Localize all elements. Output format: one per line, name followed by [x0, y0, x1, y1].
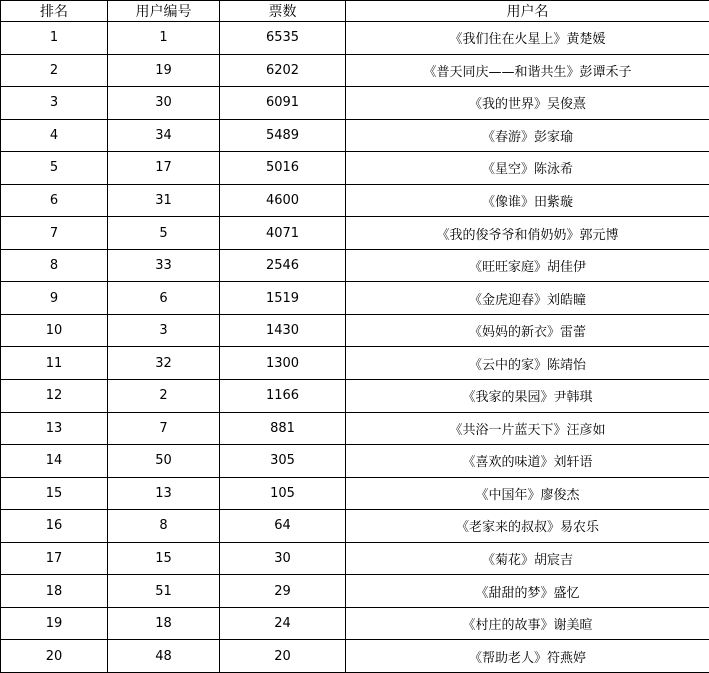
cell-username: 《我们住在火星上》黄楚媛	[346, 22, 709, 55]
cell-username: 《旺旺家庭》胡佳伊	[346, 249, 709, 282]
cell-user-id: 7	[108, 412, 220, 445]
cell-user-id: 50	[108, 445, 220, 478]
cell-rank: 13	[1, 412, 108, 445]
cell-votes: 1166	[220, 380, 346, 413]
cell-username: 《帮助老人》符燕婷	[346, 640, 709, 673]
table-row	[1, 445, 709, 478]
cell-rank: 2	[1, 54, 108, 87]
cell-username: 《中国年》廖俊杰	[346, 477, 709, 510]
cell-username: 《村庄的故事》谢美暄	[346, 607, 709, 640]
table-row	[1, 152, 709, 185]
table-row	[1, 87, 709, 120]
cell-user-id: 32	[108, 347, 220, 380]
cell-votes: 5489	[220, 119, 346, 152]
cell-votes: 20	[220, 640, 346, 673]
cell-user-id: 34	[108, 119, 220, 152]
cell-votes: 64	[220, 510, 346, 543]
cell-username: 《我家的果园》尹韩琪	[346, 380, 709, 413]
table-row	[1, 477, 709, 510]
cell-rank: 16	[1, 510, 108, 543]
cell-votes: 4600	[220, 184, 346, 217]
cell-rank: 9	[1, 282, 108, 315]
table-row	[1, 510, 709, 543]
cell-votes: 6091	[220, 87, 346, 120]
cell-username: 《我的世界》吴俊熹	[346, 87, 709, 120]
cell-user-id: 1	[108, 22, 220, 55]
header-row	[1, 1, 709, 22]
cell-user-id: 5	[108, 217, 220, 250]
table-row	[1, 249, 709, 282]
cell-rank: 17	[1, 542, 108, 575]
header-user-id: 用户编号	[108, 1, 220, 22]
cell-rank: 12	[1, 380, 108, 413]
cell-user-id: 18	[108, 607, 220, 640]
cell-username: 《星空》陈泳希	[346, 152, 709, 185]
cell-username: 《老家来的叔叔》易农乐	[346, 510, 709, 543]
table-row	[1, 380, 709, 413]
cell-votes: 2546	[220, 249, 346, 282]
table-row	[1, 640, 709, 673]
cell-username: 《喜欢的味道》刘轩语	[346, 445, 709, 478]
cell-username: 《妈妈的新衣》雷蕾	[346, 314, 709, 347]
cell-votes: 6202	[220, 54, 346, 87]
cell-username: 《普天同庆——和谐共生》彭谭禾子	[346, 54, 709, 87]
cell-votes: 5016	[220, 152, 346, 185]
cell-rank: 10	[1, 314, 108, 347]
cell-username: 《菊花》胡宸吉	[346, 542, 709, 575]
cell-rank: 4	[1, 119, 108, 152]
header-votes: 票数	[220, 1, 346, 22]
cell-username: 《春游》彭家瑜	[346, 119, 709, 152]
cell-rank: 15	[1, 477, 108, 510]
cell-user-id: 17	[108, 152, 220, 185]
cell-votes: 305	[220, 445, 346, 478]
table-header	[1, 1, 709, 22]
header-rank: 排名	[1, 1, 108, 22]
table-row	[1, 217, 709, 250]
cell-votes: 30	[220, 542, 346, 575]
cell-username: 《金虎迎春》刘皓瞳	[346, 282, 709, 315]
header-username: 用户名	[346, 1, 709, 22]
cell-votes: 105	[220, 477, 346, 510]
cell-votes: 6535	[220, 22, 346, 55]
table-row	[1, 575, 709, 608]
table-row	[1, 119, 709, 152]
cell-user-id: 51	[108, 575, 220, 608]
cell-rank: 6	[1, 184, 108, 217]
table-row	[1, 282, 709, 315]
cell-votes: 1519	[220, 282, 346, 315]
cell-user-id: 19	[108, 54, 220, 87]
cell-rank: 3	[1, 87, 108, 120]
cell-votes: 24	[220, 607, 346, 640]
cell-username: 《云中的家》陈靖怡	[346, 347, 709, 380]
cell-username: 《甜甜的梦》盛忆	[346, 575, 709, 608]
cell-user-id: 6	[108, 282, 220, 315]
cell-rank: 1	[1, 22, 108, 55]
cell-user-id: 33	[108, 249, 220, 282]
cell-user-id: 8	[108, 510, 220, 543]
cell-user-id: 48	[108, 640, 220, 673]
table-row	[1, 412, 709, 445]
cell-username: 《共浴一片蓝天下》汪彦如	[346, 412, 709, 445]
table-row	[1, 607, 709, 640]
cell-votes: 29	[220, 575, 346, 608]
cell-rank: 20	[1, 640, 108, 673]
cell-votes: 4071	[220, 217, 346, 250]
cell-username: 《像谁》田紫璇	[346, 184, 709, 217]
cell-votes: 1300	[220, 347, 346, 380]
cell-votes: 1430	[220, 314, 346, 347]
cell-username: 《我的俊爷爷和俏奶奶》郭元博	[346, 217, 709, 250]
cell-votes: 881	[220, 412, 346, 445]
table-row	[1, 22, 709, 55]
cell-user-id: 3	[108, 314, 220, 347]
cell-user-id: 2	[108, 380, 220, 413]
table-row	[1, 54, 709, 87]
table-body	[1, 22, 709, 673]
cell-rank: 18	[1, 575, 108, 608]
cell-user-id: 13	[108, 477, 220, 510]
cell-rank: 19	[1, 607, 108, 640]
cell-rank: 14	[1, 445, 108, 478]
cell-rank: 7	[1, 217, 108, 250]
table-row	[1, 314, 709, 347]
cell-user-id: 31	[108, 184, 220, 217]
cell-rank: 8	[1, 249, 108, 282]
table-row	[1, 347, 709, 380]
cell-user-id: 30	[108, 87, 220, 120]
cell-rank: 11	[1, 347, 108, 380]
table-row	[1, 542, 709, 575]
table-row	[1, 184, 709, 217]
cell-user-id: 15	[108, 542, 220, 575]
cell-rank: 5	[1, 152, 108, 185]
